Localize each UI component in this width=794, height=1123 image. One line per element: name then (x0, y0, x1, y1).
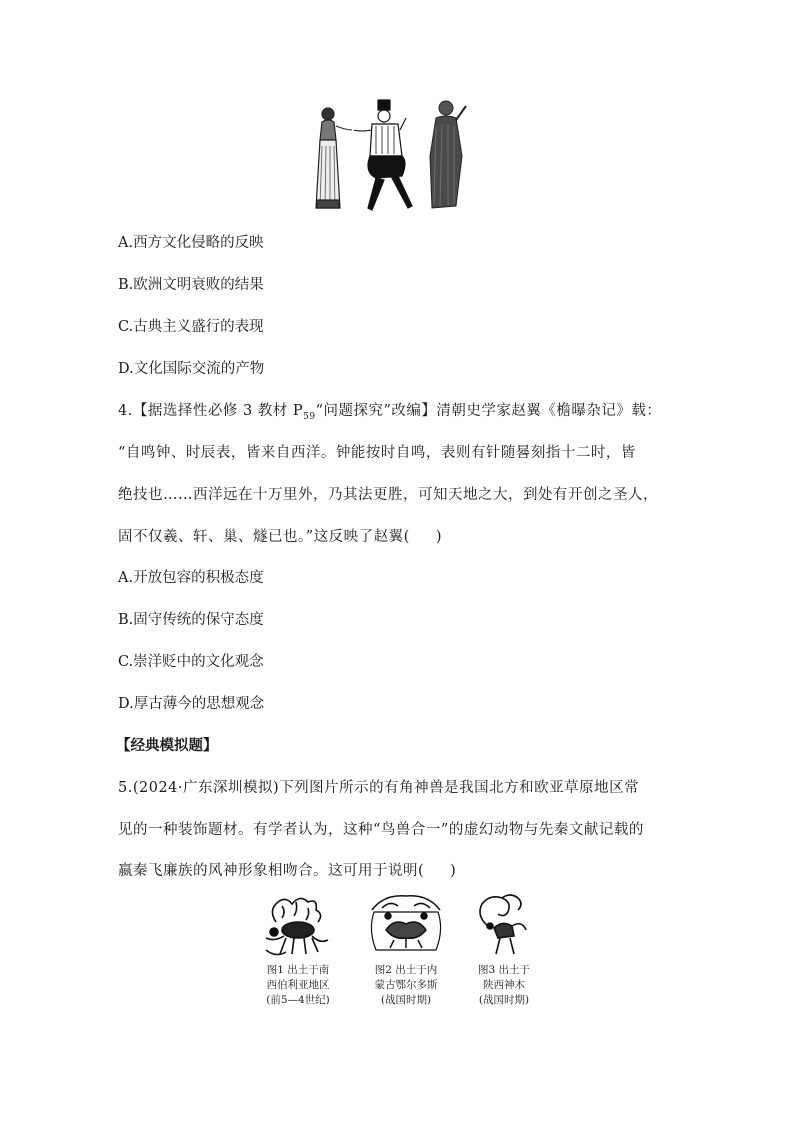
q4-page-sub: 59 (303, 411, 316, 422)
q4-option-a[interactable]: A.开放包容的积极态度 (118, 570, 264, 586)
q4-stem-line4-close: ) (435, 529, 442, 545)
figure-1-caption-line3: (前5—4世纪) (266, 994, 330, 1006)
q4-stem-line4-text: 固不仅羲、轩、巢、燧已也。”这反映了赵翼( (118, 529, 410, 545)
section-heading: 【经典模拟题】 (116, 737, 218, 754)
q5-stem-line1: 5.(2024·广东深圳模拟)下列图片所示的有角神兽是我国北方和欧亚草原地区常 (118, 780, 640, 796)
figure-1-caption-line2: 西伯利亚地区 (266, 979, 330, 991)
q4-option-b[interactable]: B.固守传统的保守态度 (118, 612, 264, 628)
figure-2-caption-line3: (战国时期) (380, 994, 432, 1006)
q4-stem-line1 (118, 401, 661, 427)
woman-figure-right (430, 101, 466, 208)
figure-2-caption-line2: 蒙古鄂尔多斯 (374, 979, 438, 991)
q4-option-d[interactable]: D.厚古薄今的思想观念 (118, 696, 265, 712)
q5-stem-line3-close: ) (450, 863, 457, 879)
figure-1-caption (254, 963, 342, 1008)
figure-3-caption-line1: 图3 出土于 (477, 964, 531, 976)
figure-2-image (364, 890, 448, 960)
q4-stem-line2: “自鸣钟、时辰表，皆来自西洋。钟能按时自鸣，表则有针随晷刻指十二时，皆 (118, 445, 636, 461)
q3-option-a[interactable]: A.西方文化侵略的反映 (118, 235, 264, 251)
figure-3-image (468, 890, 538, 960)
q5-stem-line3-text: 嬴秦飞廉族的风神形象相吻合。这可用于说明( (118, 863, 425, 879)
man-figure-middle (354, 100, 412, 210)
figure-1-caption-line1: 图1 出土于南 (266, 964, 330, 976)
figure-2-caption (362, 963, 450, 1008)
q5-stem-line2: 见的一种装饰题材。有学者认为，这种“鸟兽合一”的虚幻动物与先秦文献记载的 (118, 822, 644, 838)
q3-option-d[interactable]: D.文化国际交流的产物 (118, 361, 265, 377)
figure-2-caption-line1: 图2 出土于内 (374, 964, 438, 976)
figure-3-caption-line2: 陕西神木 (483, 979, 525, 991)
q5-stem-line3 (118, 861, 456, 881)
q4-stem-line4 (118, 527, 442, 547)
q3-option-b[interactable]: B.欧洲文明衰败的结果 (118, 277, 264, 293)
q4-suffix: “问题探究”改编】清朝史学家赵翼《檐曝杂记》载： (315, 403, 662, 419)
q3-option-c[interactable]: C.古典主义盛行的表现 (118, 319, 264, 335)
q4-stem-line3: 绝技也……西洋远在十万里外，乃其法更胜，可知天地之大，到处有开创之圣人， (118, 487, 658, 503)
fashion-illustration (306, 96, 486, 218)
figure-3-caption-line3: (战国时期) (478, 994, 530, 1006)
figure-3-caption (464, 963, 544, 1008)
woman-figure-left (316, 108, 352, 208)
figure-1-image (256, 892, 338, 960)
q4-prefix: 4.【据选择性必修 3 教材 P (118, 403, 304, 419)
q4-option-c[interactable]: C.崇洋贬中的文化观念 (118, 654, 264, 670)
